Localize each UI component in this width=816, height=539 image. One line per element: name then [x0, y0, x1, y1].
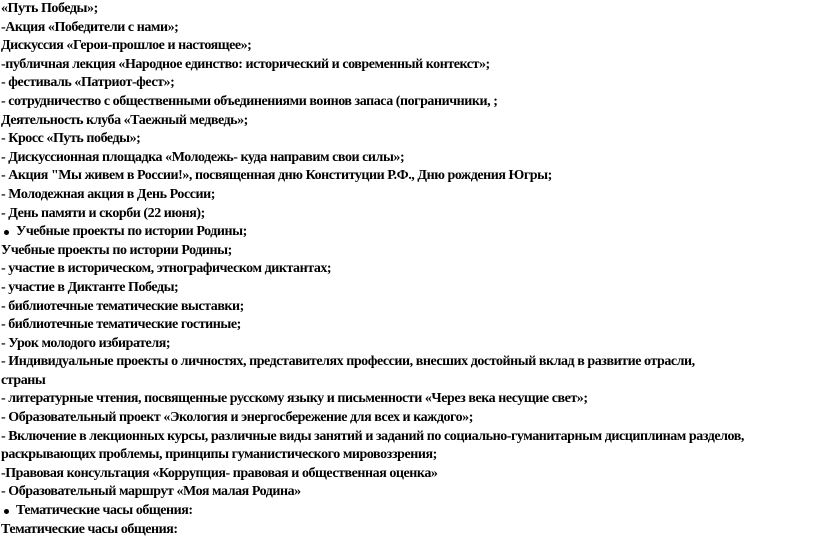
text-line: - сотрудничество с общественными объединениями воинов запаса (пограничники, ;	[1, 93, 498, 109]
text-line: - литературные чтения, посвященные русскому языку и письменности «Через века несущие свет»;	[1, 391, 588, 407]
bullet-icon	[4, 230, 9, 235]
bullet-text: Тематические часы общения:	[16, 503, 193, 519]
text-line: Дискуссия «Герои-прошлое и настоящее»;	[1, 38, 252, 54]
text-line: - участие в историческом, этнографическом диктантах;	[1, 261, 332, 277]
text-line: - Молодежная акция в День России;	[1, 186, 215, 202]
text-line: - Урок молодого избирателя;	[1, 335, 171, 351]
text-line: «Путь Победы»;	[1, 1, 98, 16]
text-line: - Дискуссионная площадка «Молодежь- куда направим свои силы»;	[1, 149, 405, 165]
text-line: - участие в Диктанте Победы;	[1, 279, 179, 295]
text-line: -Правовая консультация «Коррупция- правовая и общественная оценка»	[1, 465, 438, 481]
bullet-item	[0, 223, 816, 242]
bullet-icon	[4, 509, 9, 514]
text-line: - Образовательный проект «Экология и энергосбережение для всех и каждого»;	[1, 410, 473, 426]
text-line: - Образовательный маршрут «Моя малая Родина»	[1, 484, 301, 500]
text-line: страны	[1, 372, 46, 388]
text-line: - Включение в лекционных курсы, различные виды занятий и заданий по социально-гуманитарным дисциплинам разделов,	[1, 428, 744, 444]
text-line: - библиотечные тематические гостиные;	[1, 317, 241, 333]
text-line: - библиотечные тематические выставки;	[1, 298, 244, 314]
section-heading: Тематические часы общения:	[1, 521, 178, 537]
bullet-text: Учебные проекты по истории Родины;	[16, 224, 247, 240]
text-line: раскрывающих проблемы, принципы гуманистического мировоззрения;	[1, 447, 437, 463]
text-line: - Кросс «Путь победы»;	[1, 131, 141, 147]
text-line: - Акция "Мы живем в России!», посвященная дню Конституции Р.Ф., Дню рождения Югры;	[1, 168, 552, 184]
text-line: - Индивидуальные проекты о личностях, представителях профессии, внесших достойный вклад в развитие отрасли,	[1, 354, 695, 370]
text-line: -публичная лекция «Народное единство: исторический и современный контекст»;	[1, 56, 490, 72]
text-line: - День памяти и скорби (22 июня);	[1, 205, 205, 221]
section-heading: Учебные проекты по истории Родины;	[1, 242, 232, 258]
bullet-item	[0, 502, 816, 521]
text-line: Деятельность клуба «Таежный медведь»;	[1, 112, 248, 128]
text-line: - фестиваль «Патриот-фест»;	[1, 75, 175, 91]
text-line: -Акция «Победители с нами»;	[1, 19, 179, 35]
